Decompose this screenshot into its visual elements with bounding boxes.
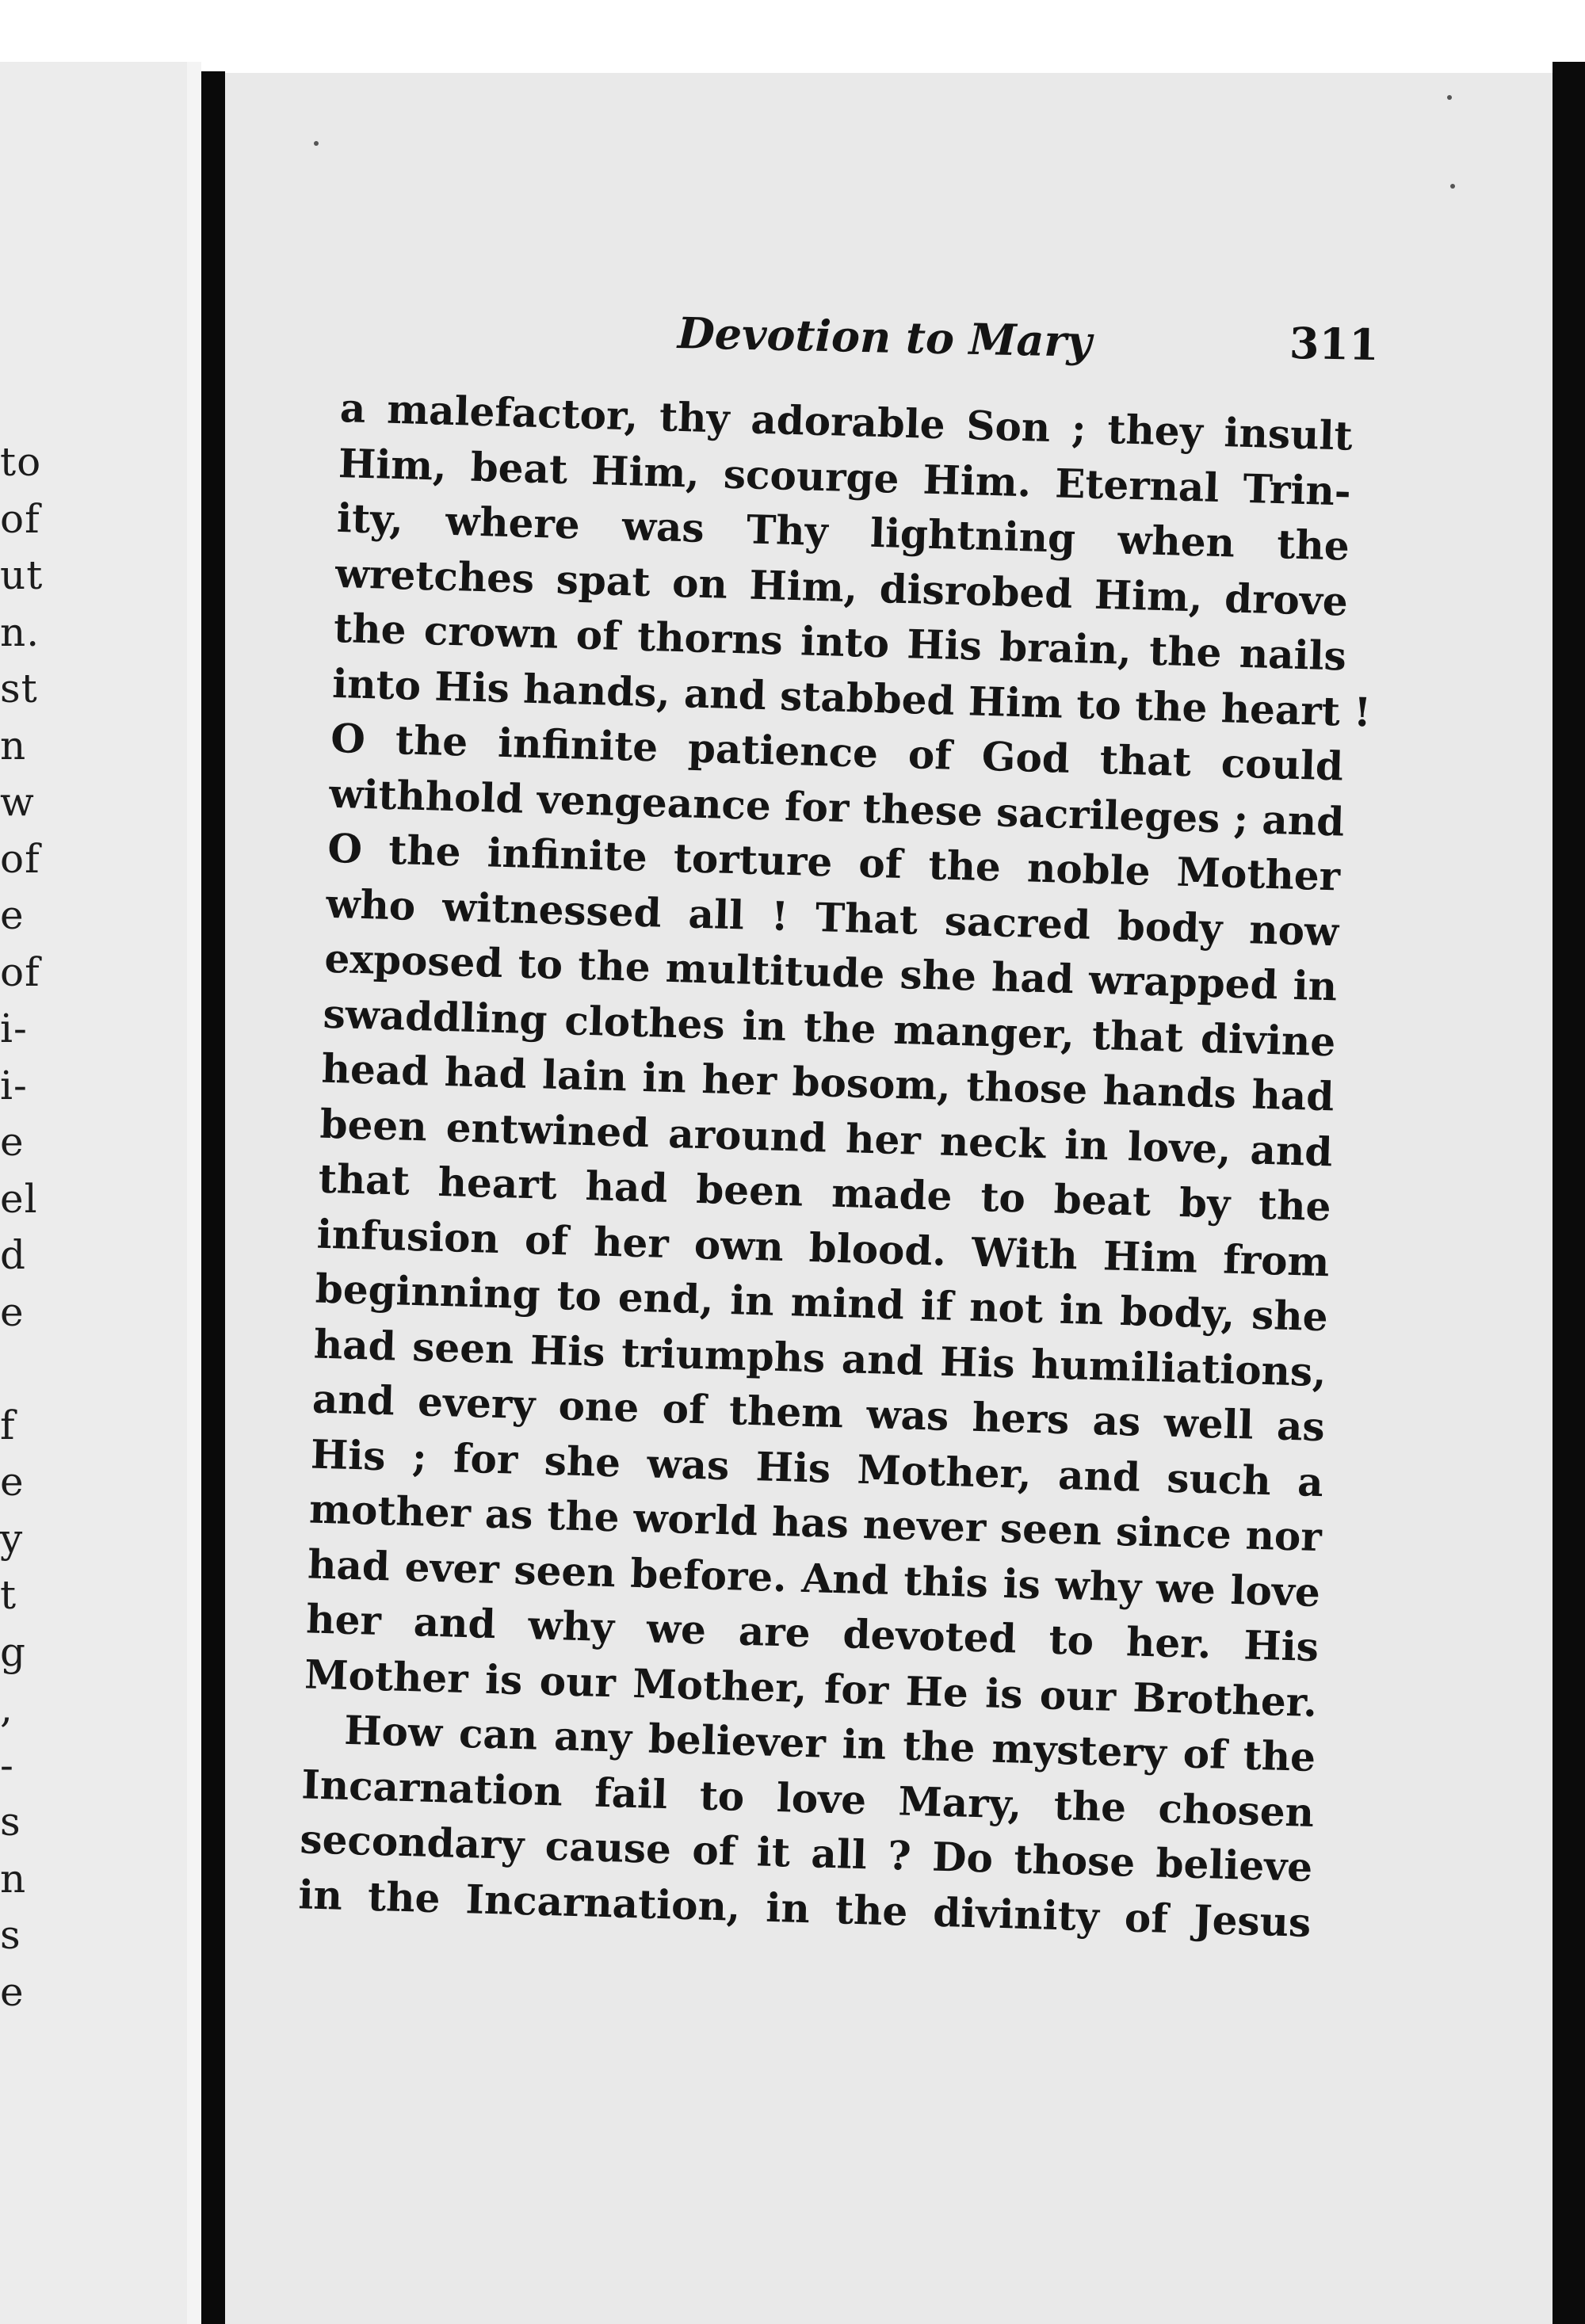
binding-gap: [187, 62, 201, 2324]
left-fragment: i-: [0, 1006, 28, 1051]
text-line: that heart had been made to beat by the: [318, 1154, 1332, 1231]
text-line: and every one of them was hers as well as: [311, 1375, 1326, 1451]
left-fragment: ,: [0, 1685, 13, 1731]
left-fragment: [0, 1341, 43, 1398]
left-fragment: e: [0, 1288, 25, 1335]
text-line: Mother is our Mother, for He is our Brother.: [304, 1650, 1318, 1726]
left-fragment: st: [0, 666, 38, 712]
text-line: mother as the world has never seen since nor: [308, 1485, 1323, 1561]
left-fragment: of: [0, 835, 40, 882]
left-fragment: t: [0, 1572, 17, 1618]
left-fragment: s: [0, 1799, 21, 1845]
left-fragment: g: [0, 1628, 27, 1675]
running-head: Devotion to Mary: [677, 307, 1093, 367]
text-line: into His hands, and stabbed Him to the heart !: [331, 659, 1372, 735]
page-number: 311: [1289, 317, 1380, 371]
text-line: swaddling clothes in the manger, that divine: [322, 990, 1337, 1065]
text-line: who witnessed all ! That sacred body now: [325, 880, 1339, 955]
page-shadow-bar: [201, 71, 225, 2324]
left-fragment: -: [0, 1742, 14, 1788]
left-page-fragments: [0, 434, 43, 2021]
left-fragment: ut: [0, 552, 44, 598]
left-fragment: of: [0, 948, 40, 995]
text-line: exposed to the multitude she had wrapped in: [323, 934, 1338, 1010]
left-fragment: e: [0, 1459, 25, 1505]
left-page-edge: [0, 62, 187, 2324]
left-fragment: n: [0, 722, 27, 769]
left-fragment: e: [0, 1119, 25, 1165]
text-line: wretches spat on Him, disrobed Him, drove: [334, 549, 1349, 625]
right-scan-border: [1553, 62, 1585, 2324]
text-line: been entwined around her neck in love, and: [319, 1100, 1334, 1175]
body-text: [297, 380, 1372, 1950]
left-fragment: w: [0, 779, 35, 825]
left-fragment: n.: [0, 609, 40, 655]
left-fragment: e: [0, 1968, 25, 2015]
scan-speck: [1447, 95, 1452, 100]
left-fragment: d: [0, 1232, 27, 1278]
text-line: head had lain in her bosom, those hands had: [320, 1044, 1335, 1120]
text-line: Incarnation fail to love Mary, the chosen: [300, 1760, 1315, 1836]
text-line: O the infinite torture of the noble Mother: [327, 824, 1341, 900]
left-fragment: f: [0, 1402, 16, 1448]
text-line: withhold vengeance for these sacrileges ; and: [328, 769, 1346, 845]
left-fragment: s: [0, 1912, 21, 1958]
text-line: her and why we are devoted to her. His: [305, 1595, 1320, 1671]
text-line: How can any believer in the mystery of the: [343, 1706, 1316, 1781]
text-line: His ; for she was His Mother, and such a: [310, 1429, 1324, 1505]
text-line: O the infinite patience of God that could: [330, 714, 1344, 790]
text-line: secondary cause of it all ? Do those believe: [299, 1815, 1313, 1891]
left-fragment: y: [0, 1515, 24, 1562]
left-fragment: el: [0, 1175, 38, 1222]
text-line: the crown of thorns into His brain, the nails: [333, 604, 1347, 680]
left-fragment: of: [0, 495, 40, 542]
text-line: a malefactor, thy adorable Son ; they insult: [339, 384, 1354, 460]
left-fragment: n: [0, 1855, 27, 1902]
left-fragment: i-: [0, 1062, 28, 1109]
scan-speck: [1450, 184, 1455, 189]
left-fragment: to: [0, 439, 42, 485]
text-line: Him, beat Him, scourge Him. Eternal Trin-: [338, 439, 1352, 515]
text-line: beginning to end, in mind if not in body, she: [315, 1265, 1329, 1341]
text-line: had seen His triumphs and His humiliations,: [313, 1320, 1327, 1395]
scan-speck: [314, 141, 319, 146]
scan-top-margin: [0, 0, 1585, 62]
text-line: ity, where was Thy lightning when the: [336, 494, 1350, 570]
text-line: in the Incarnation, in the divinity of Jesus: [297, 1870, 1312, 1946]
text-line: infusion of her own blood. With Him from: [316, 1210, 1331, 1285]
text-line: had ever seen before. And this is why we love: [307, 1540, 1321, 1616]
left-fragment: e: [0, 892, 25, 938]
